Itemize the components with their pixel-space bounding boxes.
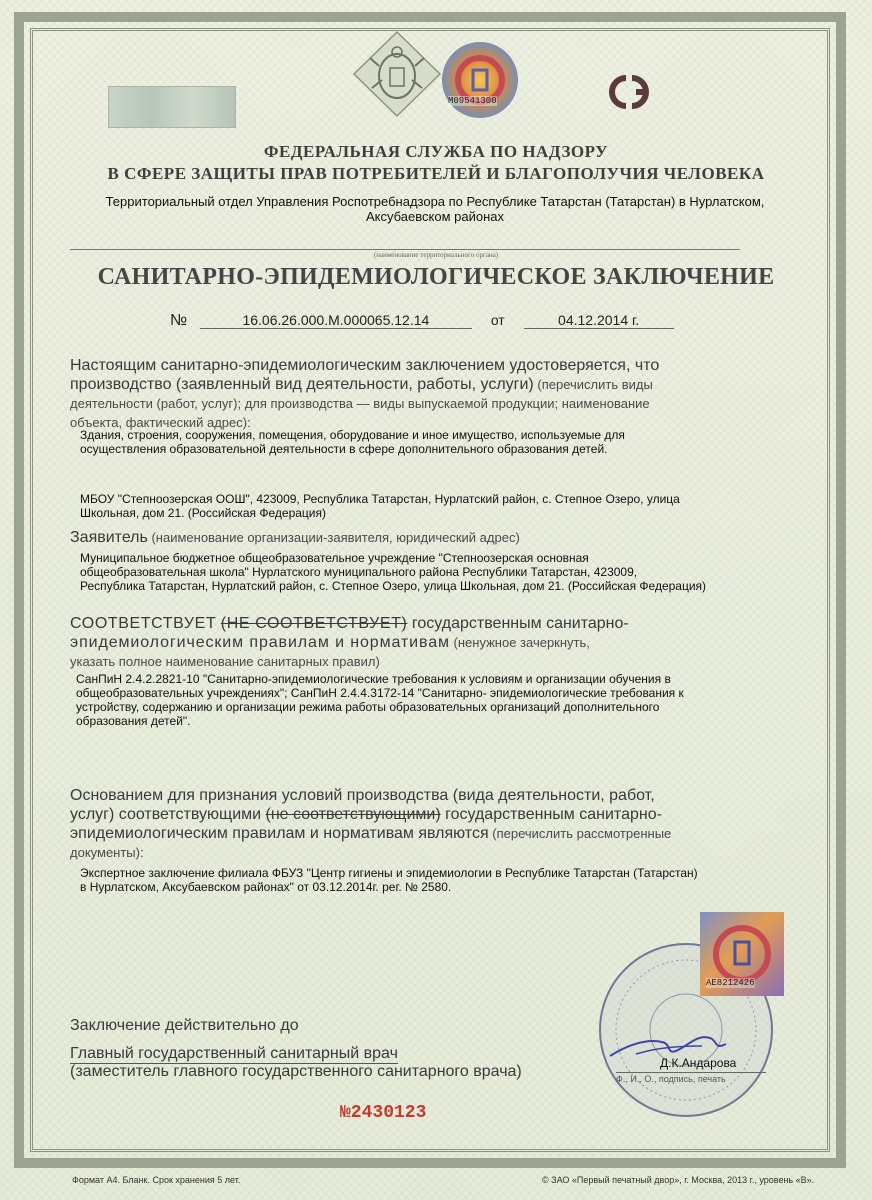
document-title: САНИТАРНО-ЭПИДЕМИОЛОГИЧЕСКОЕ ЗАКЛЮЧЕНИЕ [97,264,775,290]
certify-line1: Настоящим санитарно-эпидемиологическим заключением удостоверяется, что [70,357,660,374]
activity-line1: Здания, строения, сооружения, помещения, оборудование и иное имущество, используемые для [80,428,625,442]
basis-block [70,786,770,862]
certify-line4: объекта, фактический адрес): [70,415,251,430]
org-caption: (наименование территориального органа) [373,251,499,259]
object-line2: Школьная, дом 21. (Российская Федерация) [80,506,326,520]
applicant-label-line [70,528,770,547]
se-mark-icon [596,70,666,114]
basis-line1: Основанием для признания условий производства (вида деятельности, работ, [70,787,655,804]
date-prefix: от [490,312,505,328]
basis-documents-text [80,866,780,894]
basis-line4: документы): [70,845,144,860]
certify-block [70,356,768,432]
conformity-line2-big: эпидемиологическим правилам и нормативам [70,634,450,651]
applicant-line3: Республика Татарстан, Нурлатский район, с. Степное Озеро, улица Школьная, дом 21. (Российская Федерация) [80,579,707,593]
state-emblem-icon [352,30,442,118]
applicant-hint: (наименование организации-заявителя, юридический адрес) [147,530,520,545]
number-prefix: № [170,312,188,329]
conformity-line1 [70,614,770,633]
signer-name: Д.К.Андарова [660,1056,737,1070]
conformity-line3: указать полное наименование санитарных правил) [70,654,380,669]
applicant-line2: общеобразовательная школа" Нурлатского муниципального района Республики Татарстан, 423009, [80,565,638,579]
rules-line4: образования детей". [76,714,191,728]
conformity-block [70,614,770,671]
footer-left: Формат А4. Бланк. Срок хранения 5 лет. [72,1175,241,1185]
object-address [80,492,780,520]
basis-line3-small: (перечислить рассмотренные [488,826,672,841]
basis-doc-line1: Экспертное заключение филиала ФБУЗ "Центр гигиены и эпидемиологии в Республике Татарстан (Татарстан) [80,866,698,880]
document-number-line [170,312,674,330]
hologram-seal-top-icon [440,40,520,120]
hologram-strip-icon [108,86,236,128]
basis-struck: (не соответствующими) [265,806,441,823]
applicant-line1: Муниципальное бюджетное общеобразовательное учреждение "Степноозерская основная [80,551,589,565]
applicant-text [80,551,780,593]
se-mark-text [672,80,673,81]
agency-title-line2: В СФЕРЕ ЗАЩИТЫ ПРАВ ПОТРЕБИТЕЛЕЙ И БЛАГОПОЛУЧИЯ ЧЕЛОВЕКА [107,164,765,183]
certify-line2-big: производство (заявленный вид деятельности, работы, услуги) [70,376,534,393]
form-serial-number: №2430123 [340,1103,427,1123]
document-number: 16.06.26.000.М.000065.12.14 [200,312,472,329]
object-line1: МБОУ "Степноозерская ООШ", 423009, Республика Татарстан, Нурлатский район, с. Степное Озеро, улица [80,492,680,506]
signer-position-line1: Главный государственный санитарный врач [70,1045,398,1062]
conformity-line2 [70,633,770,652]
agency-title-line1: ФЕДЕРАЛЬНАЯ СЛУЖБА ПО НАДЗОРУ [263,142,609,161]
rules-line2: общеобразовательных учреждениях"; СанПиН 2.4.4.3172-14 "Санитарно- эпидемиологические требования к [76,686,684,700]
basis-line2-a: услуг) соответствующими [70,806,266,823]
rules-line1: СанПиН 2.4.2.2821-10 "Санитарно-эпидемиологические требования к условиям и организации обучения в [76,672,671,686]
org-line1: Территориальный отдел Управления Роспотребнадзора по Республике Татарстан (Татарстан) в Нурлатском, [105,194,765,209]
signature-caption: Ф., И., О., подпись, печать [616,1072,766,1084]
basis-line3 [70,824,770,843]
org-line2: Аксубаевском районах [366,209,504,224]
certify-line3: деятельности (работ, услуг); для производства — виды выпускаемой продукции; наименование [70,396,650,411]
hologram-top-code: М09541300 [448,96,497,106]
sanitary-rules-text [76,672,776,728]
conformity-line2-small: (ненужное зачеркнуть, [449,635,590,650]
validity-label: Заключение действительно до [70,1017,299,1034]
conformity-rest: государственным санитарно- [407,615,629,632]
territorial-org [70,194,800,224]
conformity-word: СООТВЕТСТВУЕТ [70,615,217,632]
basis-line2 [70,805,770,824]
activity-text [80,428,780,456]
hologram-bottom-code: АЕ8212426 [706,978,755,988]
basis-line3-big: эпидемиологическим правилам и нормативам являются [70,825,489,842]
footer-right: © ЗАО «Первый печатный двор», г. Москва, 2013 г., уровень «В». [542,1175,815,1185]
applicant-label: Заявитель [70,529,148,546]
activity-line2: осуществления образовательной деятельности в сфере дополнительного образования детей. [80,442,608,456]
org-rule [70,249,740,250]
certify-line2-small: (перечислить виды [533,377,653,392]
signer-position-line2: (заместитель главного государственного санитарного врача) [70,1063,522,1080]
rules-line3: устройству, содержанию и организации режима работы образовательных организаций дополнительного [76,700,660,714]
conformity-struck: (НЕ СООТВЕТСТВУЕТ) [220,615,408,632]
basis-line2-b: государственным санитарно- [440,806,662,823]
document-date: 04.12.2014 г. [524,312,674,329]
basis-doc-line2: в Нурлатском, Аксубаевском районах" от 03.12.2014г. рег. № 2580. [80,880,452,894]
certify-line2 [70,375,768,394]
